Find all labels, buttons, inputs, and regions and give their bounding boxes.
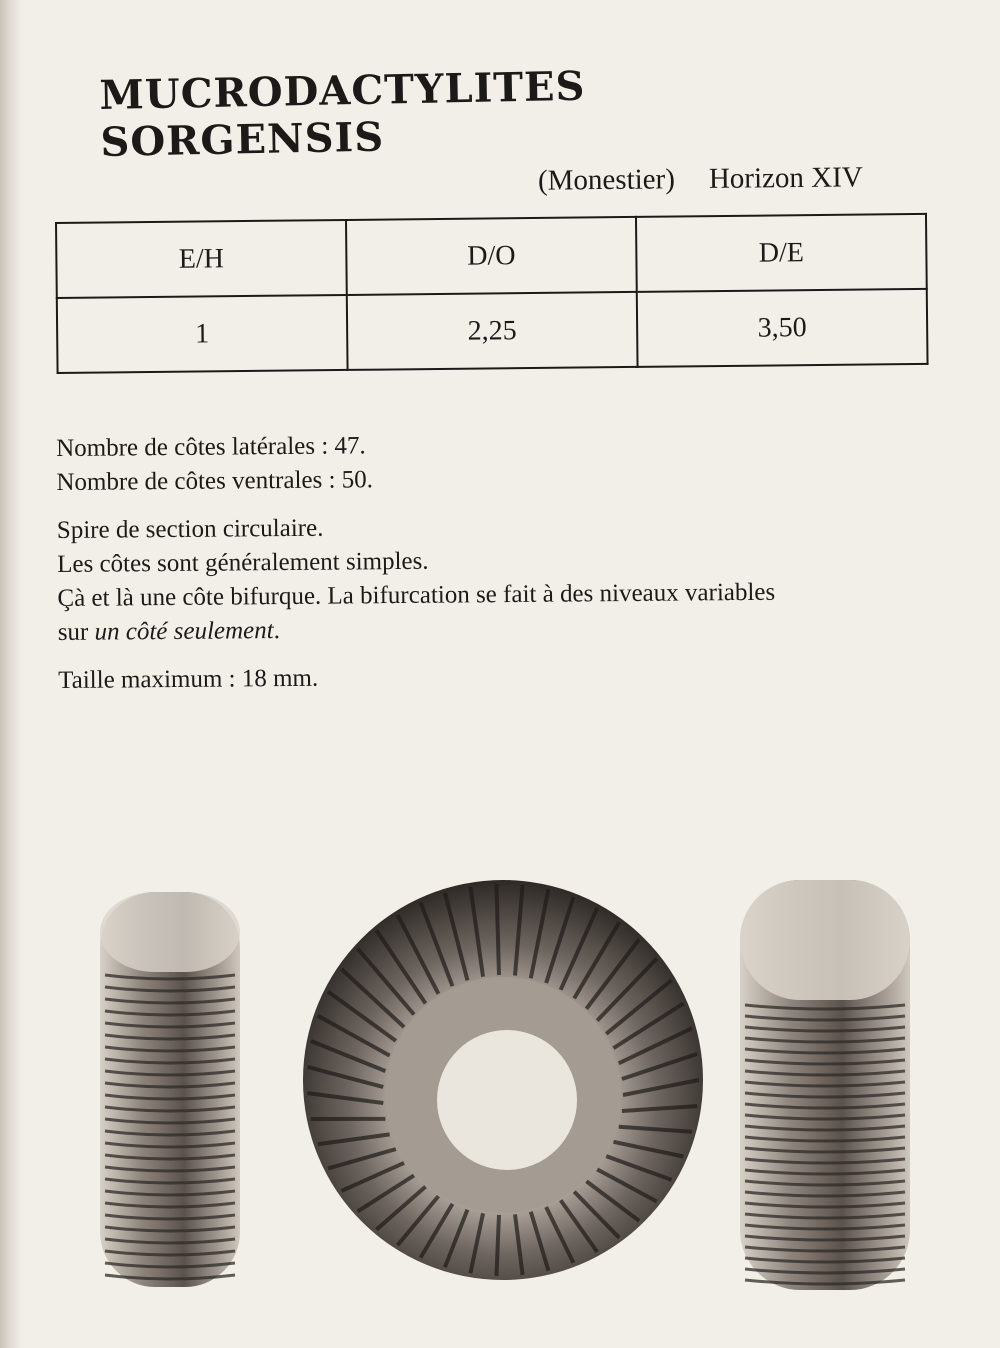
header-eh: E/H [56, 220, 347, 298]
ribs-simple-text: Les côtes sont généralement simples. [57, 547, 429, 578]
header-do: D/O [346, 217, 637, 295]
value-do: 2,25 [347, 292, 638, 370]
ammonite-ventral-view-right [740, 880, 910, 1290]
ammonite-ventral-view-left [100, 892, 240, 1287]
ammonite-lateral-view [303, 880, 703, 1280]
fossil-plate [95, 880, 915, 1300]
horizon-label: Horizon XIV [708, 161, 863, 195]
ventral-ribs-count: Nombre de côtes ventrales : 50. [56, 466, 374, 496]
header-de: D/E [636, 214, 927, 292]
whorl-section-text: Spire de section circulaire. [56, 514, 324, 544]
value-de: 3,50 [637, 289, 928, 367]
locality-label: (Monestier) [537, 163, 676, 197]
bifurcation-text: Çà et là une côte bifurque. La bifurcation se fait à des niveaux variables [57, 578, 776, 612]
description-block [56, 424, 948, 698]
table-row [57, 289, 928, 373]
page-gutter-shadow [0, 0, 22, 1348]
table-header-row [56, 214, 927, 298]
lateral-ribs-count: Nombre de côtes latérales : 47. [56, 432, 366, 462]
ratios-table [55, 213, 929, 374]
max-size-text: Taille maximum : 18 mm. [58, 664, 319, 694]
bifurcation-text-cont: sur un côté seulement. [57, 617, 281, 646]
page-title: MUCRODACTYLITES SORGENSIS [99, 62, 586, 166]
italic-emphasis: un côté seulement [94, 617, 274, 646]
subtitle [538, 161, 863, 197]
value-eh: 1 [57, 295, 348, 373]
